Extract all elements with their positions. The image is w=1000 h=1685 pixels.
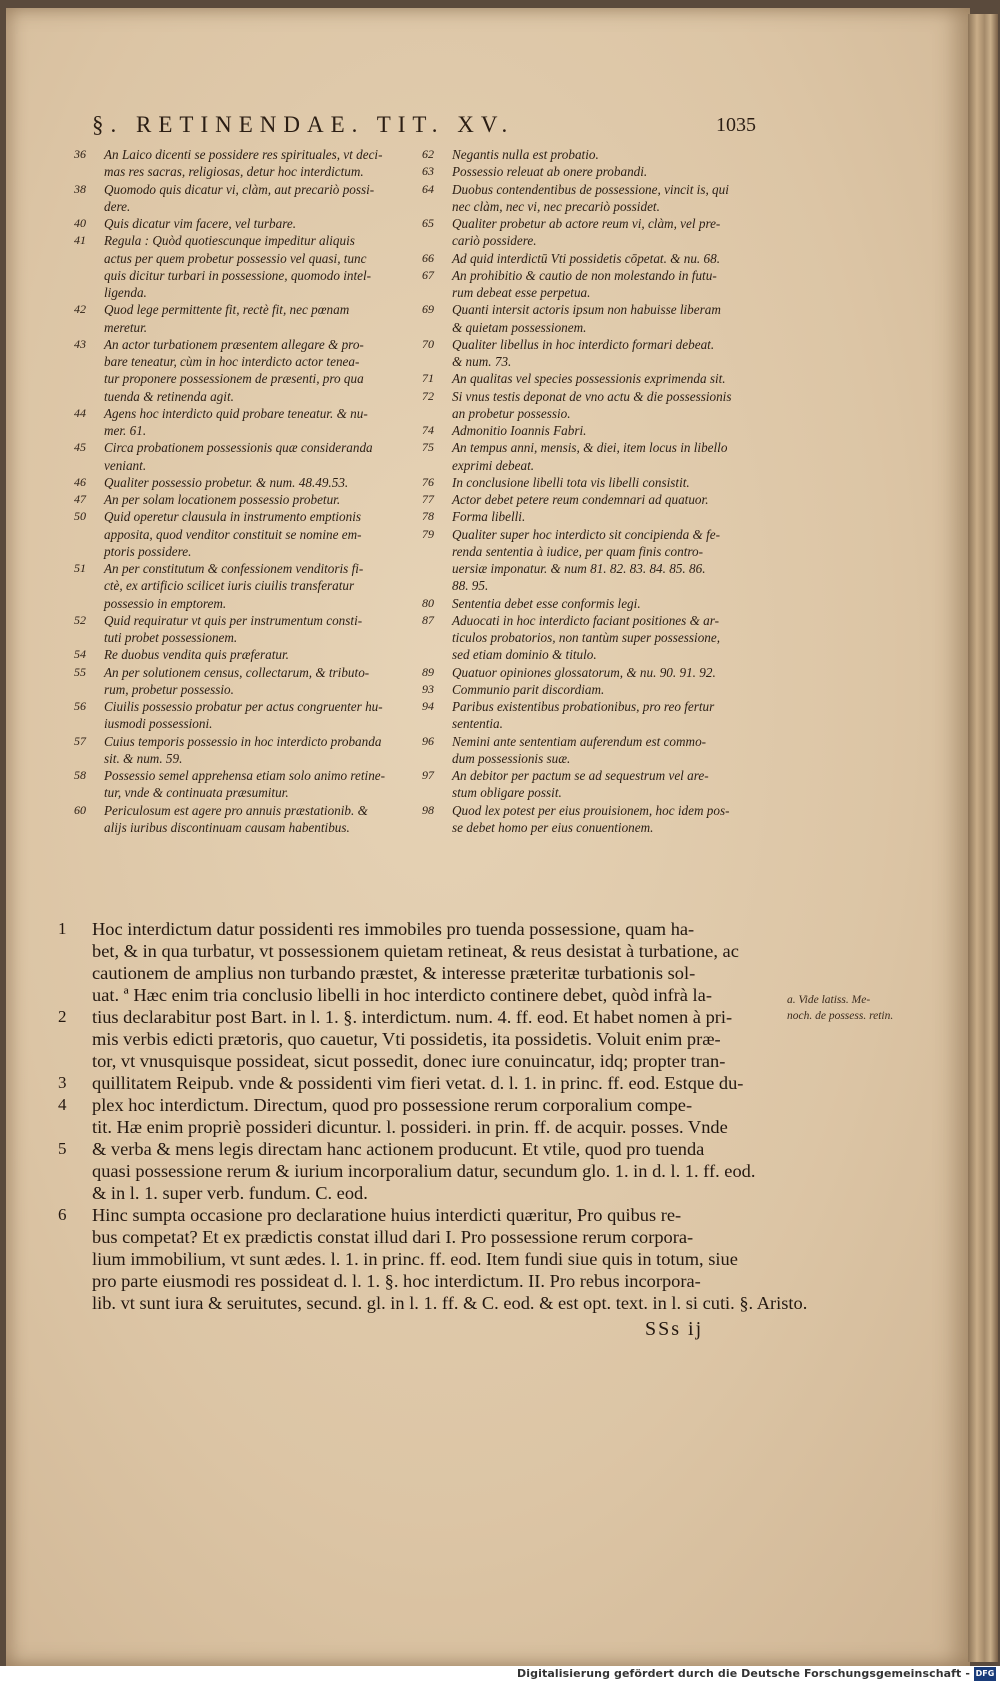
index-entry-line: Regula : Quòd quotiescunque impeditur aliquis xyxy=(104,233,355,249)
index-entry xyxy=(74,491,340,508)
index-entry xyxy=(422,491,709,508)
index-entry xyxy=(74,508,362,560)
index-entry-number: 67 xyxy=(422,267,434,282)
index-entry-line: alijs iuribus discontinuam causam habentibus. xyxy=(104,819,350,835)
index-entry xyxy=(422,526,720,595)
index-entry-number: 42 xyxy=(74,302,86,317)
index-entry xyxy=(74,560,363,612)
body-line-text: Hoc interdictum datur possidenti res immobiles pro tuenda possessione, quam ha- xyxy=(92,919,695,939)
index-entry xyxy=(74,301,349,336)
body-line xyxy=(92,1271,701,1292)
index-entry-number: 79 xyxy=(422,526,434,541)
body-line xyxy=(58,1095,693,1116)
index-entry xyxy=(422,681,604,698)
index-entry-number: 98 xyxy=(422,802,434,817)
body-line-text: pro parte eiusmodi res possideat d. l. 1. §. hoc interdictum. II. Pro rebus incorpora- xyxy=(92,1271,701,1291)
index-entry-line: Paribus existentibus probationibus, pro reo fertur xyxy=(452,699,715,714)
index-entry-number: 87 xyxy=(422,612,434,627)
index-entry-line: Quod lege permittente fit, rectè fit, nec pœnam xyxy=(104,302,350,318)
index-entry-number: 71 xyxy=(422,371,434,386)
index-entry-line: Aduocati in hoc interdicto faciant positiones & ar- xyxy=(452,612,719,628)
index-entry-line: tur, vnde & continuata præsumitur. xyxy=(104,785,289,801)
index-entry xyxy=(422,163,647,180)
index-entry-number: 77 xyxy=(422,492,434,506)
index-entry xyxy=(74,474,348,491)
index-entry-number: 38 xyxy=(74,181,86,196)
index-entry-line: Agens hoc interdicto quid probare teneatur. & nu- xyxy=(104,405,368,421)
index-entry xyxy=(74,215,296,232)
index-entry xyxy=(422,370,726,387)
index-entry-line: Quomodo quis dicatur vi, clàm, aut precariò possi- xyxy=(104,181,375,197)
body-line xyxy=(58,1139,705,1160)
body-line xyxy=(92,1051,725,1072)
index-entry xyxy=(422,698,714,733)
index-entry-line: ptoris possidere. xyxy=(104,543,192,559)
body-line xyxy=(92,985,712,1006)
index-entry-number: 44 xyxy=(74,405,86,420)
index-entry-number: 55 xyxy=(74,664,86,679)
index-entry xyxy=(74,698,383,733)
index-entry-line: Forma libelli. xyxy=(452,509,526,525)
index-entry-number: 41 xyxy=(74,233,86,248)
index-entry-line: Possessio semel apprehensa etiam solo animo retine- xyxy=(104,768,386,783)
index-entry-line: ticulos probatorios, non tantùm super possessione, xyxy=(452,630,721,646)
index-entry-line: ligenda. xyxy=(104,285,147,301)
index-entry-number: 66 xyxy=(422,250,434,265)
index-entry xyxy=(422,215,720,250)
body-line-text: bet, & in qua turbatur, vt possessionem quietam retineat, & reus desistat à turbatione, ac xyxy=(92,941,739,961)
paragraph-number: 6 xyxy=(58,1205,67,1224)
index-entry-number: 80 xyxy=(422,595,434,610)
index-entry-number: 94 xyxy=(422,699,434,713)
index-entry-line: An prohibitio & cautio de non molestando in futu- xyxy=(452,267,717,283)
index-entry-number: 93 xyxy=(422,681,434,696)
margin-note-line: a. Vide latiss. Me- xyxy=(787,994,871,1006)
body-line-text: plex hoc interdictum. Directum, quod pro possessione rerum corporalium compe- xyxy=(92,1095,693,1115)
index-entry-line: An debitor per pactum se ad sequestrum vel are- xyxy=(452,768,709,783)
index-entry-line: tur proponere possessionem de præsenti, pro qua xyxy=(104,371,364,387)
index-entry-line: tuenda & retinenda agit. xyxy=(104,388,234,404)
body-line xyxy=(92,1117,728,1138)
index-entry-number: 65 xyxy=(422,216,434,230)
index-entry-line: Sententia debet esse conformis legi. xyxy=(452,595,641,611)
index-entry-line: & quietam possessionem. xyxy=(452,319,587,335)
index-entry-line: sed etiam dominio & titulo. xyxy=(452,647,597,663)
index-entry xyxy=(74,612,362,647)
body-line-text: quillitatem Reipub. vnde & possidenti vim fieri vetat. d. l. 1. in princ. ff. eod. Estque du- xyxy=(92,1073,744,1093)
index-entry-line: Ad quid interdictū Vti possidetis cōpetat. & nu. 68. xyxy=(452,250,720,266)
index-entry-number: 56 xyxy=(74,699,86,713)
index-entry-number: 50 xyxy=(74,509,86,524)
body-line-text: lium immobilium, vt sunt ædes. l. 1. in princ. ff. eod. Item fundi siue quis in totum, siue xyxy=(92,1249,738,1269)
body-line xyxy=(58,1205,682,1226)
index-entry-line: veniant. xyxy=(104,457,147,473)
index-entry xyxy=(422,422,586,439)
paragraph-number: 2 xyxy=(58,1007,67,1026)
body-line-text: tor, vt vnusquisque possideat, sicut possedit, donec iure conuincatur, idq; propter tran- xyxy=(92,1051,726,1071)
index-entry xyxy=(422,181,729,216)
dfg-logo-icon: DFG xyxy=(974,1667,996,1681)
index-entry-line: Ciuilis possessio probatur per actus congruenter hu- xyxy=(104,699,383,714)
index-entry-line: Qualiter probetur ab actore reum vi, clàm, vel pre- xyxy=(452,216,721,231)
index-entry-line: An per solutionem census, collectarum, & tributo- xyxy=(104,664,370,680)
body-line xyxy=(92,1029,721,1050)
index-entry xyxy=(422,439,727,474)
index-entry-line: renda sententia à iudice, per quam finis contro- xyxy=(452,543,704,559)
index-entry-line: Si vnus testis deponat de vno actu & die possessionis xyxy=(452,388,732,404)
index-entry-line: an probetur possessio. xyxy=(452,405,571,421)
index-entry-line: nec clàm, nec vi, nec precariò possidet. xyxy=(452,198,660,214)
body-line-text: & in l. 1. super verb. fundum. C. eod. xyxy=(92,1183,368,1203)
index-entry-line: An tempus anni, mensis, & diei, item locus in libello xyxy=(452,440,728,456)
index-entry-line: Qualiter possessio probetur. & num. 48.49.53. xyxy=(104,474,349,490)
index-entry-line: apposita, quod venditor constituit se nomine em- xyxy=(104,526,362,542)
index-entry-line: ctè, ex artificio scilicet iuris ciuilis transferatur xyxy=(104,578,355,594)
index-entry-line: exprimi debeat. xyxy=(452,457,535,473)
index-entry-line: sententia. xyxy=(452,716,503,732)
index-entry-number: 36 xyxy=(74,147,86,161)
index-entry-line: Nemini ante sententiam auferendum est commo- xyxy=(452,733,707,749)
index-entry-line: mer. 61. xyxy=(104,423,147,439)
index-entry-number: 47 xyxy=(74,492,86,506)
body-line xyxy=(58,919,695,940)
index-entry-line: Quod lex potest per eius prouisionem, hoc idem pos- xyxy=(452,802,730,818)
body-line-text: cautionem de amplius non turbando præstet, & interesse præteritæ turbationis sol- xyxy=(92,963,696,983)
index-entry xyxy=(422,508,525,525)
index-entry-line: Re duobus vendita quis præferatur. xyxy=(104,647,289,663)
index-entry-number: 78 xyxy=(422,509,434,524)
body-line-text: lib. vt sunt iura & seruitutes, secund. gl. in l. 1. ff. & C. eod. & est opt. text. in l. si cuti. §. Aristo. xyxy=(92,1293,808,1313)
body-line-text: & verba & mens legis directam hanc actionem producunt. Et vtile, quod pro tuenda xyxy=(92,1139,705,1159)
index-entry xyxy=(74,146,382,181)
index-entry xyxy=(422,301,721,336)
index-entry-number: 70 xyxy=(422,336,434,351)
body-line xyxy=(58,1073,744,1094)
index-entry-line: mas res sacras, religiosas, detur hoc interdictum. xyxy=(104,164,364,180)
paragraph-number: 3 xyxy=(58,1073,67,1092)
index-entry-line: Actor debet petere reum condemnari ad quatuor. xyxy=(452,492,709,507)
body-line-text: mis verbis edicti prætoris, quo cauetur, Vti possidetis, ita possidetis. Voluit enim præ- xyxy=(92,1029,721,1049)
page-fore-edge xyxy=(968,14,998,1662)
index-entry xyxy=(74,767,385,802)
index-entry-line: Admonitio Ioannis Fabri. xyxy=(452,423,587,438)
index-entry-line: An per solam locationem possessio probetur. xyxy=(104,492,341,507)
index-entry-line: Negantis nulla est probatio. xyxy=(452,147,599,162)
footer-credit: Digitalisierung gefördert durch die Deutsche Forschungsgemeinschaft - xyxy=(517,1667,970,1680)
index-entry-number: 62 xyxy=(422,147,434,161)
index-entry-number: 97 xyxy=(422,768,434,782)
index-entry-number: 54 xyxy=(74,647,86,662)
index-entry-line: tuti probet possessionem. xyxy=(104,630,238,646)
index-entry-line: & num. 73. xyxy=(452,354,512,370)
index-entry-number: 46 xyxy=(74,474,86,489)
index-entry-line: Quatuor opiniones glossatorum, & nu. 90. 91. 92. xyxy=(452,664,716,680)
body-line xyxy=(92,1183,368,1204)
margin-note-line: noch. de possess. retin. xyxy=(787,1010,894,1022)
index-entry xyxy=(74,646,289,663)
index-entry-line: stum obligare possit. xyxy=(452,785,562,801)
index-entry xyxy=(422,612,720,664)
body-line-text: quasi possessione rerum & iurium incorporalium datur, secundum glo. 1. in d. l. 1. ff. eod. xyxy=(92,1161,756,1181)
index-entry-line: 88. 95. xyxy=(452,578,489,594)
index-entry-number: 74 xyxy=(422,423,434,437)
paragraph-number: 1 xyxy=(58,919,67,938)
index-entry-number: 72 xyxy=(422,388,434,403)
index-entry-line: uersiæ imponatur. & num 81. 82. 83. 84. 85. 86. xyxy=(452,561,706,577)
index-entry-line: actus per quem probetur possessio vel quasi, tunc xyxy=(104,250,367,266)
index-entry-line: Periculosum est agere pro annuis præstationib. & xyxy=(104,802,368,818)
index-entry-number: 40 xyxy=(74,216,86,230)
index-entry-number: 96 xyxy=(422,733,434,748)
index-entry xyxy=(422,250,720,267)
index-entry-line: Duobus contendentibus de possessione, vincit is, qui xyxy=(452,181,729,197)
body-line-text: Hinc sumpta occasione pro declaratione huius interdicti quæritur, Pro quibus re- xyxy=(92,1205,682,1225)
paragraph-number: 4 xyxy=(58,1095,67,1114)
index-entry-line: In conclusione libelli tota vis libelli consistit. xyxy=(452,474,690,490)
section-title: §. RETINENDAE. TIT. XV. xyxy=(92,112,515,137)
index-entry xyxy=(422,595,641,612)
index-entry-number: 58 xyxy=(74,768,86,782)
index-entry-line: cariò possidere. xyxy=(452,233,537,249)
index-entry-number: 45 xyxy=(74,440,86,455)
index-entry xyxy=(422,267,717,302)
index-entry xyxy=(74,802,368,837)
index-entry xyxy=(74,664,369,699)
index-entry xyxy=(422,336,714,371)
index-entry-line: Quanti intersit actoris ipsum non habuisse liberam xyxy=(452,302,721,318)
index-entry-line: An Laico dicenti se possidere res spirituales, vt deci- xyxy=(104,147,383,162)
index-entry xyxy=(74,733,381,768)
index-entry xyxy=(422,767,709,802)
index-entry-line: meretur. xyxy=(104,319,148,335)
index-entry-number: 57 xyxy=(74,733,86,748)
body-line xyxy=(92,941,739,962)
index-entry-line: Quid operetur clausula in instrumento emptionis xyxy=(104,509,362,525)
index-entry-line: Qualiter super hoc interdicto sit concipienda & fe- xyxy=(452,526,720,542)
index-entry-line: possessio in emptorem. xyxy=(104,595,227,611)
index-entry xyxy=(422,802,730,837)
index-entry-number: 51 xyxy=(74,561,86,575)
body-line xyxy=(92,1161,755,1182)
index-entry-line: Qualiter libellus in hoc interdicto formari debeat. xyxy=(452,336,715,352)
index-entry-number: 64 xyxy=(422,181,434,196)
body-line-text: tius declarabitur post Bart. in l. 1. §. interdictum. num. 4. ff. eod. Et habet nomen à pri- xyxy=(92,1007,733,1027)
index-entry-line: bare teneatur, cùm in hoc interdicto actor tenea- xyxy=(104,354,360,370)
index-entry-line: Communio parit discordiam. xyxy=(452,681,605,697)
index-entry xyxy=(74,336,364,405)
index-entry-line: dum possessionis suæ. xyxy=(452,750,571,766)
margin-note xyxy=(787,992,937,1024)
index-entry xyxy=(422,388,731,423)
index-entry-line: Quid requiratur vt quis per instrumentum consti- xyxy=(104,612,363,628)
index-entry-line: Cuius temporis possessio in hoc interdicto probanda xyxy=(104,733,382,749)
index-entry-number: 69 xyxy=(422,302,434,317)
index-entry xyxy=(422,146,599,163)
body-line xyxy=(92,963,695,984)
index-entry-number: 52 xyxy=(74,612,86,627)
body-line-text: bus competat? Et ex prædictis constat illud dari I. Pro possessione rerum corpora- xyxy=(92,1227,694,1247)
index-entry-line: se debet homo per eius conuentionem. xyxy=(452,819,654,835)
body-line-text: uat. ª Hæc enim tria conclusio libelli in hoc interdicto continere debet, quòd infrà la- xyxy=(92,985,712,1005)
index-entry-number: 43 xyxy=(74,336,86,351)
index-entry-line: An per constitutum & confessionem venditoris fi- xyxy=(104,561,364,576)
signature-mark: SSs ij xyxy=(645,1318,704,1340)
index-entry-line: Circa probationem possessionis quæ consideranda xyxy=(104,440,373,456)
index-entry-line: quis dicitur turbari in possessione, quomodo intel- xyxy=(104,267,372,283)
index-entry xyxy=(422,733,706,768)
paragraph-number: 5 xyxy=(58,1139,67,1158)
index-entry-number: 60 xyxy=(74,802,86,817)
index-entry xyxy=(422,474,690,491)
index-entry-line: iusmodi possessioni. xyxy=(104,716,213,732)
body-line xyxy=(58,1007,733,1028)
index-entry-line: sit. & num. 59. xyxy=(104,750,183,766)
running-head xyxy=(92,112,762,138)
index-entry-line: Quis dicatur vim facere, vel turbare. xyxy=(104,216,297,231)
index-entry-line: An actor turbationem præsentem allegare & pro- xyxy=(104,336,364,352)
index-entry xyxy=(74,405,368,440)
index-entry-number: 76 xyxy=(422,474,434,489)
index-entry-line: dere. xyxy=(104,198,131,214)
index-entry-line: Possessio releuat ab onere probandi. xyxy=(452,164,648,180)
index-entry xyxy=(74,181,374,216)
index-entry-number: 63 xyxy=(422,164,434,179)
index-entry-line: rum, probetur possessio. xyxy=(104,681,234,697)
index-entry-line: rum debeat esse perpetua. xyxy=(452,285,591,301)
body-line xyxy=(92,1227,693,1248)
index-entry-number: 75 xyxy=(422,440,434,455)
body-line-text: tit. Hæ enim propriè possideri dicuntur. l. possideri. in prin. ff. de acquir. posses. Vnde xyxy=(92,1117,728,1137)
index-entry-line: An qualitas vel species possessionis exprimenda sit. xyxy=(452,371,726,387)
page-number: 1035 xyxy=(716,114,756,136)
index-entry-number: 89 xyxy=(422,664,434,679)
index-entry xyxy=(422,664,716,681)
index-entry xyxy=(74,232,371,301)
body-line xyxy=(92,1249,738,1270)
index-entry xyxy=(74,439,373,474)
body-line xyxy=(92,1293,807,1314)
